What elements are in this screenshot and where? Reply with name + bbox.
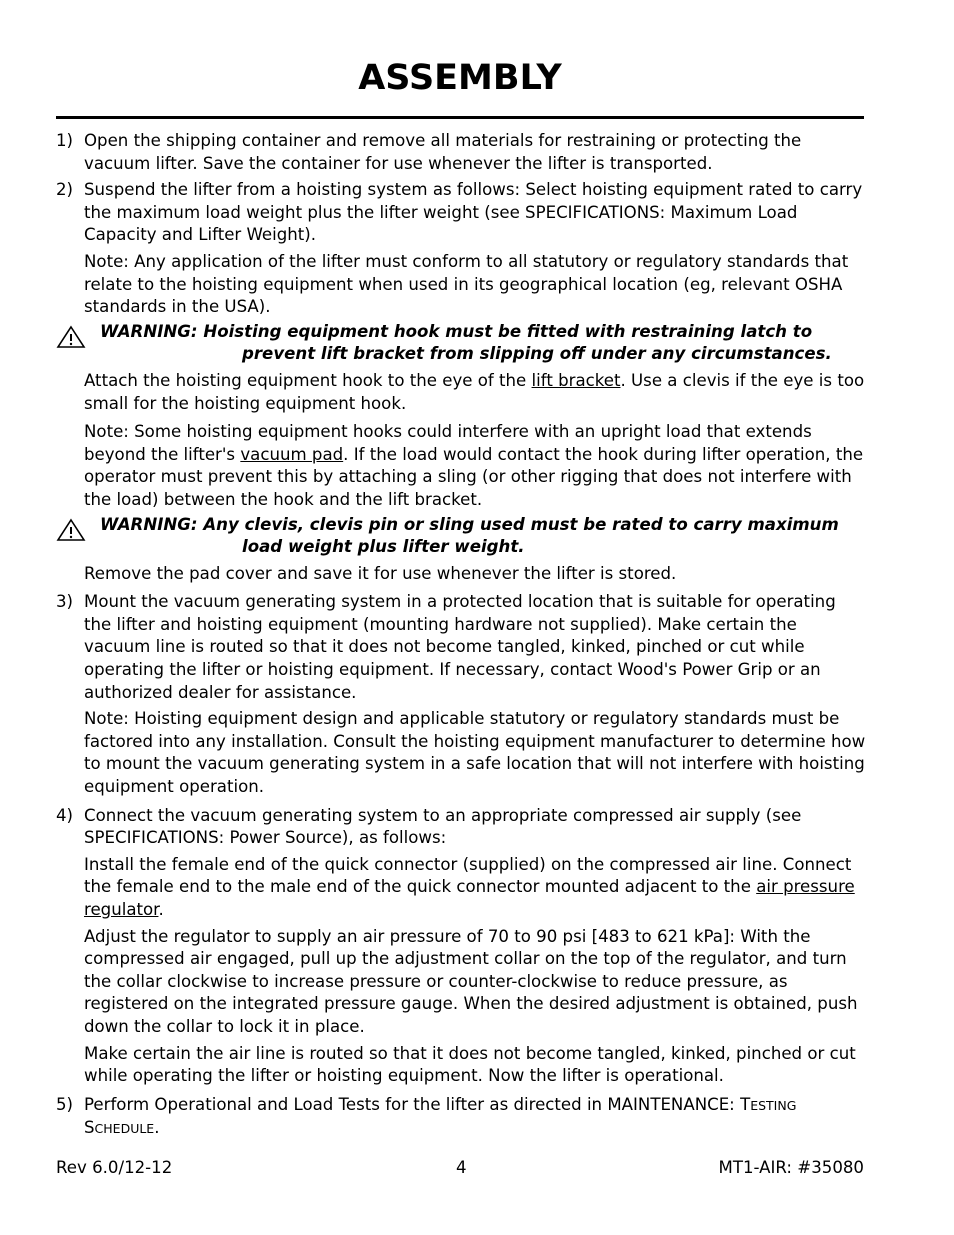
air-pressure-regulator-link[interactable]: air pressure regulator xyxy=(84,877,855,919)
air-line-paragraph: Make certain the air line is routed so that it does not become tangled, kinked, pinched or cut while operating the lifter or hoisting equipment. Now the lifter is operational. xyxy=(84,1043,856,1086)
assembly-content xyxy=(56,130,868,1145)
testing-initial: T xyxy=(740,1094,751,1114)
step-2-note: Note: Any application of the lifter must conform to all statutory or regulatory standards that relate to the hoisting equipment when used in its geographical location (eg, relevant OSHA standards in the USA). xyxy=(84,251,849,317)
step-number: 1) xyxy=(56,131,74,150)
note-text-end: . If the load would contact the hook during lifter operation, the operator must prevent this by attaching a sling (or other rigging that does not interfere with the load) between the hook and the lift bracket. xyxy=(84,444,864,509)
adjust-paragraph: Adjust the regulator to supply an air pressure of 70 to 90 psi [483 to 621 kPa]: With the compressed air engaged, pull up the adjustment collar on the top of the regulator, and turn the collar clockwise to increase pressure or counter-clockwise to reduce pressure, as registered on the integrated pressure gauge. When the desired adjustment is obtained, push down the collar to lock it in place. xyxy=(84,926,858,1036)
install-paragraph xyxy=(84,854,868,922)
install-text: Install the female end of the quick connector (supplied) on the compressed air line. Connect the female end to the male end of the quick connector mounted adjacent to the xyxy=(84,854,852,897)
page-number: 4 xyxy=(456,1158,467,1177)
note-text: Note: Some hoisting equipment hooks could interfere with an upright load that extends beyond the lifter's xyxy=(84,422,812,464)
remove-cover-paragraph: Remove the pad cover and save it for use whenever the lifter is stored. xyxy=(84,563,677,583)
step-1 xyxy=(56,130,868,175)
vacuum-pad-link[interactable]: vacuum pad xyxy=(240,444,344,464)
step-text: Connect the vacuum generating system to an appropriate compressed air supply (see SPECIFICATIONS: Power Source), as follows: xyxy=(84,805,802,848)
step-5-text: Perform Operational and Load Tests for the lifter as directed in MAINTENANCE: xyxy=(84,1094,741,1114)
install-text-end: . xyxy=(158,900,164,919)
schedule-smallcaps: CHEDULE xyxy=(94,1121,155,1137)
page-footer xyxy=(56,1157,864,1181)
warning-triangle-icon xyxy=(56,514,100,559)
warning-text xyxy=(100,514,839,559)
step-text xyxy=(84,1094,868,1141)
lift-bracket-link[interactable]: lift bracket xyxy=(531,370,621,390)
step-text: Mount the vacuum generating system in a protected location that is suitable for operating the lifter and hoisting equipment (mounting hardware not supplied). Make certain the vacuum line is routed so that it does not become tangled, kinked, pinched or cut while operating the lifter or hoisting equipment. If necessary, contact Wood's Power Grip or an authorized dealer for assistance. xyxy=(84,592,836,702)
warning-line-1: WARNING: Hoisting equipment hook must be fitted with restraining latch to xyxy=(100,321,813,341)
step-number: 4) xyxy=(56,805,74,825)
warning-1 xyxy=(56,321,868,366)
revision-label: Rev 6.0/12-12 xyxy=(56,1158,173,1177)
step-5-end: . xyxy=(154,1118,160,1138)
interference-note xyxy=(84,421,868,511)
step-text: Suspend the lifter from a hoisting system as follows: Select hoisting equipment rated to carry the maximum load weight plus the lifter weight (see SPECIFICATIONS: Maximum Load Capacity and Lifter Weight). xyxy=(84,180,863,245)
step-2 xyxy=(56,179,868,247)
warning-text xyxy=(100,321,832,366)
step-number: 5) xyxy=(56,1094,74,1114)
step-text: Open the shipping container and remove all materials for restraining or protecting the vacuum lifter. Save the container for use whenever the lifter is transported. xyxy=(84,131,802,173)
warning-triangle-icon xyxy=(56,321,100,366)
warning-line-1: WARNING: Any clevis, clevis pin or sling used must be rated to carry maximum xyxy=(100,514,839,534)
step-number: 2) xyxy=(56,180,74,200)
warning-2 xyxy=(56,514,868,559)
step-4 xyxy=(56,805,868,850)
step-3 xyxy=(56,591,868,704)
attach-paragraph xyxy=(84,370,868,415)
attach-text-end: . Use a clevis if the eye is too small for the hoisting equipment hook. xyxy=(84,370,865,413)
warning-line-2: load weight plus lifter weight. xyxy=(242,537,525,557)
step-number: 3) xyxy=(56,592,74,612)
attach-text: Attach the hoisting equipment hook to the eye of the xyxy=(84,370,532,390)
title-divider xyxy=(56,116,864,119)
page-title: ASSEMBLY xyxy=(358,58,562,98)
testing-smallcaps: ESTING xyxy=(750,1097,797,1113)
step-3-note: Note: Hoisting equipment design and applicable statutory or regulatory standards must be factored into any installation. Consult the hoisting equipment manufacturer to determine how to mount the vacuum generating system in a safe location that will not interfere with hoisting equipment operation. xyxy=(84,709,866,797)
schedule-initial: S xyxy=(84,1118,95,1138)
warning-line-2: prevent lift bracket from slipping off under any circumstances. xyxy=(242,344,832,364)
model-number: MT1-AIR: #35080 xyxy=(718,1158,864,1177)
step-5 xyxy=(56,1094,868,1141)
